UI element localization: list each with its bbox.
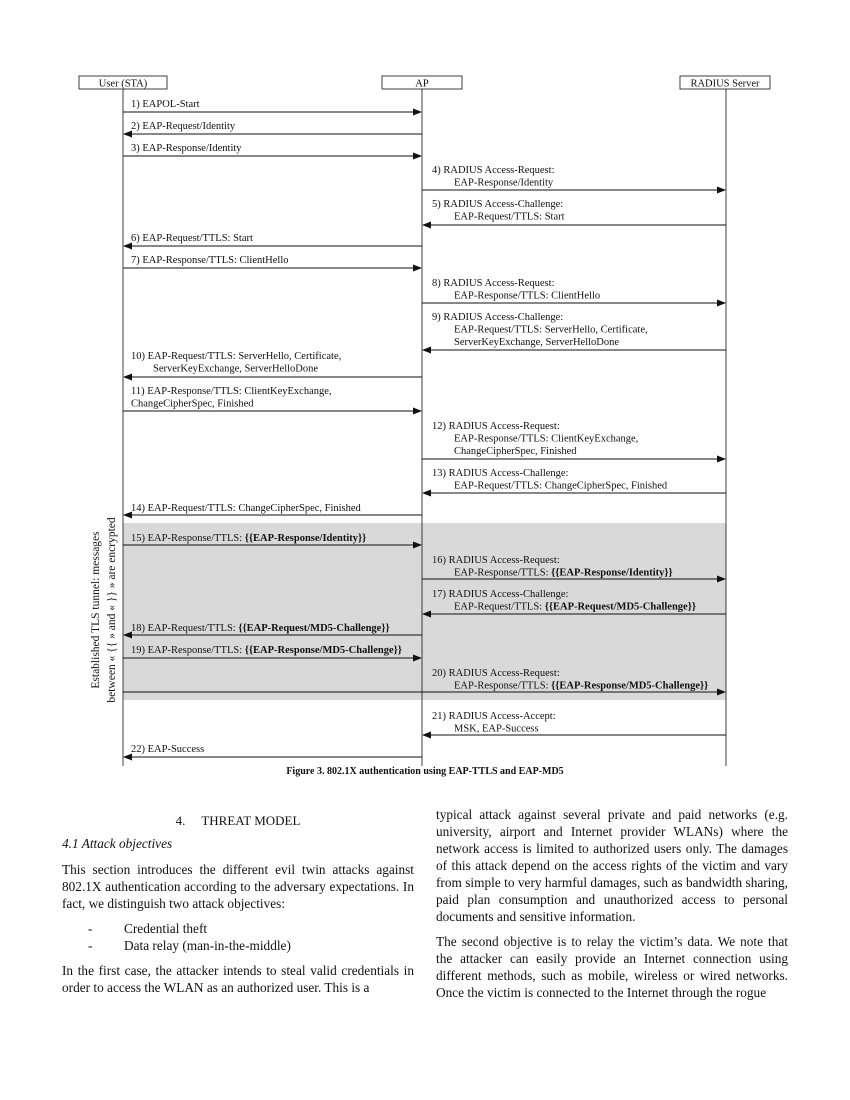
arrowhead-icon: [413, 109, 422, 116]
arrowhead-icon: [413, 265, 422, 272]
message-label: [432, 711, 556, 722]
message-label-part: EAP-Response/TTLS:: [454, 567, 552, 579]
message: [422, 278, 726, 307]
message-label: [131, 99, 200, 110]
message: [123, 99, 422, 116]
message-label-part: EAP-Response/TTLS: ClientKeyExchange,: [454, 433, 639, 445]
message: [123, 351, 422, 381]
bullet-marker: -: [88, 921, 93, 936]
message: [422, 312, 726, 354]
message-label: [454, 481, 668, 492]
section-title-part: ODEL: [265, 813, 301, 828]
message-label-part: 15) EAP-Response/TTLS:: [131, 533, 245, 544]
message-label: [454, 291, 600, 302]
section-title-part: M: [254, 813, 266, 828]
message-label-part: 11) EAP-Response/TTLS: ClientKeyExchange,: [131, 386, 332, 397]
message-label-part: 9) RADIUS Access-Challenge:: [432, 312, 564, 323]
message-label-bold: {{EAP-Response/Identity}}: [551, 567, 673, 579]
figure-caption: Figure 3. 802.1X authentication using EAP-TTLS and EAP-MD5: [286, 766, 564, 777]
message-label-part: EAP-Request/TTLS:: [454, 601, 545, 613]
paragraph: In the first case, the attacker intends to steal valid credentials in order to access the WLAN as an authorized user. This is a: [62, 963, 414, 995]
message-label: [454, 434, 638, 445]
message: [422, 711, 726, 739]
message-label-part: 16) RADIUS Access-Request:: [432, 555, 560, 566]
message-label-bold: {{EAP-Response/MD5-Challenge}}: [551, 680, 709, 692]
message-label-part: EAP-Response/Identity: [454, 177, 554, 189]
message-label: [131, 533, 366, 544]
list-item: [88, 937, 414, 954]
message-label-part: ServerKeyExchange, ServerHelloDone: [153, 363, 319, 375]
actor-label: User (STA): [98, 78, 148, 90]
actor-label: AP: [415, 78, 429, 90]
paragraph: This section introduces the different evil twin attacks against 802.1X authentication according to the adversary expectations. In fact, we distinguish two attack objectives:: [62, 862, 414, 911]
message-label-bold: {{EAP-Request/MD5-Challenge}}: [238, 623, 390, 634]
list-item-text: Data relay (man-in-the-middle): [124, 938, 291, 953]
message-label: [131, 503, 362, 514]
message-label: [432, 278, 555, 289]
message-label-part: 4) RADIUS Access-Request:: [432, 165, 555, 176]
message-label-part: 14) EAP-Request/TTLS: ChangeCipherSpec, Finished: [131, 503, 361, 514]
message-label: [432, 555, 560, 566]
message-label-part: EAP-Response/TTLS:: [454, 680, 552, 692]
objective-list: [62, 920, 414, 954]
message-label-part: 5) RADIUS Access-Challenge:: [432, 199, 564, 210]
message: [123, 233, 422, 250]
message-label-part: ChangeCipherSpec, Finished: [454, 446, 577, 457]
message-label: [454, 325, 648, 336]
message: [123, 143, 422, 160]
message-label: [454, 337, 619, 348]
arrowhead-icon: [717, 187, 726, 194]
message-label: [454, 568, 673, 579]
message: [422, 468, 726, 497]
section-title-part: T: [201, 813, 210, 828]
message-label: [432, 165, 555, 176]
message-label: [432, 589, 569, 600]
arrowhead-icon: [422, 490, 431, 497]
message-label-part: 1) EAPOL-Start: [131, 99, 200, 110]
message-label-part: EAP-Request/TTLS: ChangeCipherSpec, Finished: [454, 480, 668, 492]
list-item-text: Credential theft: [124, 921, 208, 936]
arrowhead-icon: [413, 153, 422, 160]
message-label: [131, 744, 204, 755]
message-label-part: 2) EAP-Request/Identity: [131, 121, 236, 132]
message-label: [454, 212, 565, 223]
message-label-part: EAP-Request/TTLS: Start: [454, 211, 565, 223]
message-label-part: 17) RADIUS Access-Challenge:: [432, 589, 569, 600]
message-label-bold: {{EAP-Response/MD5-Challenge}}: [244, 645, 402, 656]
message-label: [432, 199, 563, 210]
message-label-bold: {{EAP-Response/Identity}}: [244, 533, 367, 544]
message-label: [131, 255, 289, 266]
section-title-part: HREAT: [209, 813, 255, 828]
message-label: [131, 121, 236, 132]
paragraph: typical attack against several private and paid networks (e.g. university, airport and Internet provider WLANs) where the network access is limited to authorized users only. The damages of this attack depend on the access rights of the victim and vary from simple to very harmful damages, such as bandwidth sharing, paid plan consumption and unauthorized access to personal documents and sensitive information.: [436, 807, 788, 924]
message: [123, 121, 422, 138]
left-column: [62, 812, 414, 1004]
message: [123, 503, 422, 519]
arrowhead-icon: [717, 456, 726, 463]
message-label: [432, 668, 560, 679]
message-label-part: 19) EAP-Response/TTLS:: [131, 645, 245, 656]
paragraph: The second objective is to relay the victim’s data. We note that the attacker can easily provide an Internet connection using different methods, such as mobile, wireless or wired networks. Once the victim is connected to the Internet through the rogue: [436, 934, 788, 1000]
message-label-part: MSK, EAP-Success: [454, 723, 539, 735]
message-label: [454, 724, 539, 735]
message: [123, 255, 422, 272]
list-item: [88, 920, 414, 937]
message-label-part: 7) EAP-Response/TTLS: ClientHello: [131, 255, 289, 266]
message-label: [131, 351, 341, 362]
message-label: [131, 233, 253, 244]
tunnel-label-line2: between « {{ » and « }} » are encrypted: [106, 517, 118, 703]
message-label: [131, 645, 402, 656]
message-label: [131, 143, 242, 154]
message-label: [454, 178, 554, 189]
message-label-part: EAP-Request/TTLS: ServerHello, Certificate,: [454, 324, 648, 336]
subsection-heading: 4.1 Attack objectives: [62, 836, 173, 851]
message-label: [432, 468, 569, 479]
arrowhead-icon: [413, 408, 422, 415]
message-label: [131, 386, 332, 397]
section-heading: [62, 812, 414, 829]
message-label-part: ServerKeyExchange, ServerHelloDone: [454, 337, 620, 348]
message: [422, 165, 726, 194]
tunnel-label-line1: Established TLS tunnel: messages: [90, 531, 102, 689]
message-label-part: 8) RADIUS Access-Request:: [432, 278, 555, 289]
message-label-part: 18) EAP-Request/TTLS:: [131, 623, 239, 634]
actor-label: RADIUS Server: [690, 78, 760, 90]
message-label: [454, 681, 708, 692]
message-label-part: 22) EAP-Success: [131, 744, 205, 755]
arrowhead-icon: [422, 347, 431, 354]
message-label: [432, 312, 563, 323]
message-label: [432, 421, 560, 432]
message: [123, 386, 422, 415]
bullet-marker: -: [88, 938, 93, 953]
arrowhead-icon: [717, 300, 726, 307]
message-label-part: 20) RADIUS Access-Request:: [432, 668, 560, 679]
message-label-part: EAP-Response/TTLS: ClientHello: [454, 290, 601, 302]
message-label: [454, 446, 577, 457]
arrowhead-icon: [123, 374, 132, 381]
message: [422, 199, 726, 229]
message-label-part: 6) EAP-Request/TTLS: Start: [131, 233, 253, 244]
arrowhead-icon: [422, 732, 431, 739]
message-label-part: 12) RADIUS Access-Request:: [432, 421, 560, 432]
message-label: [454, 602, 696, 613]
message-label: [131, 623, 390, 634]
message-label: [153, 364, 318, 375]
message: [123, 744, 422, 761]
message-label-part: ChangeCipherSpec, Finished: [131, 398, 254, 410]
message-label-part: 13) RADIUS Access-Challenge:: [432, 468, 569, 479]
message-label-part: 3) EAP-Response/Identity: [131, 143, 242, 154]
section-number: 4.: [175, 813, 186, 828]
message-label-part: 10) EAP-Request/TTLS: ServerHello, Certificate,: [131, 351, 342, 362]
message-label-bold: {{EAP-Request/MD5-Challenge}}: [544, 601, 696, 613]
message-label: [131, 399, 254, 410]
message: [422, 421, 726, 463]
arrowhead-icon: [422, 222, 431, 229]
message-label-part: 21) RADIUS Access-Accept:: [432, 711, 556, 722]
right-column: [436, 806, 788, 1009]
